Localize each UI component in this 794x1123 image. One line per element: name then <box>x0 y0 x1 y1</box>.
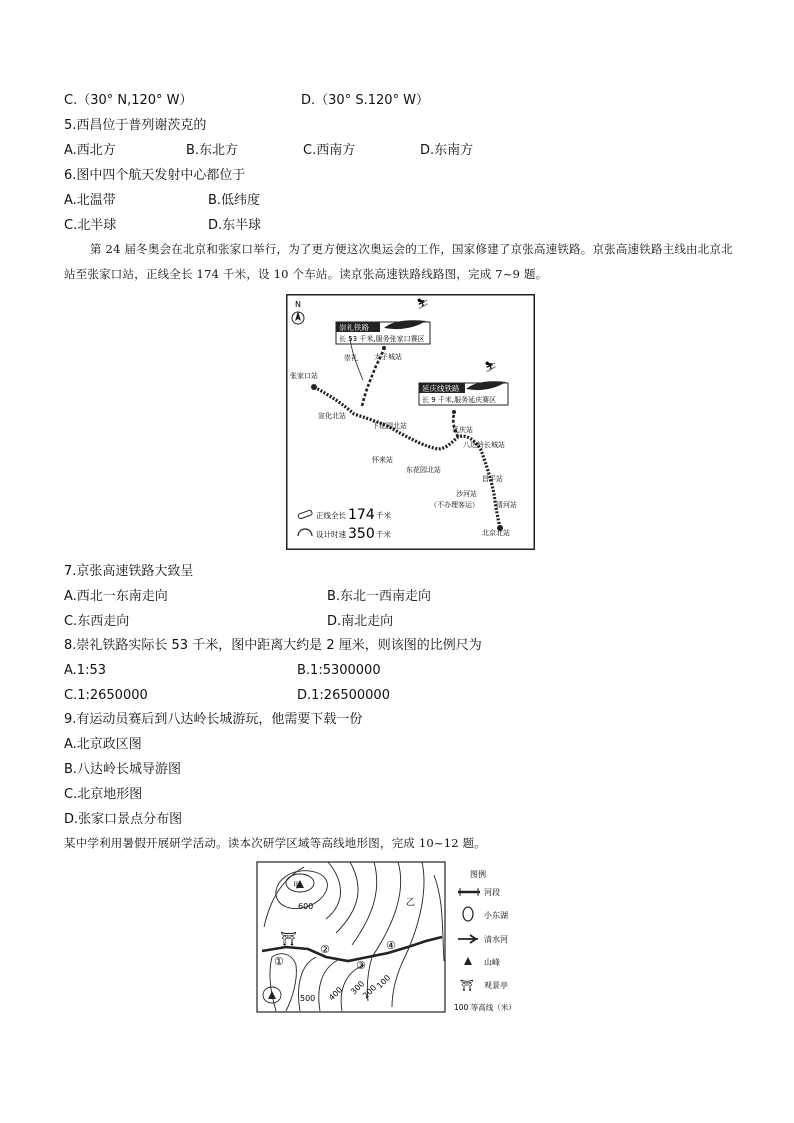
q9-option-c: C.北京地形图 <box>64 787 143 802</box>
q9-stem: 9.有运动员赛后到八达岭长城游玩，他需要下载一份 <box>64 712 363 727</box>
q7-stem: 7.京张高速铁路大致呈 <box>64 564 194 579</box>
label-yanqing: 延庆站 <box>452 426 473 434</box>
q8-option-a: A.1:53 <box>64 663 106 678</box>
label-yi: 乙 <box>406 898 416 908</box>
station-dot <box>452 410 456 414</box>
q9-option-a: A.北京政区图 <box>64 737 142 752</box>
q5-option-a: A.西北方 <box>64 143 116 158</box>
q7-option-c: C.东西走向 <box>64 614 130 629</box>
map2-legend <box>454 869 516 1012</box>
q5-option-c: C.西南方 <box>303 143 356 158</box>
q6-option-b: B.低纬度 <box>208 193 261 208</box>
label-donghuayuan: 东花园北站 <box>406 466 441 474</box>
contour-value: 400 <box>327 985 345 1003</box>
label-xiahuayuan: 下花园北站 <box>372 422 407 430</box>
station-dot <box>311 384 317 390</box>
svg-text:长 9 千米,服务延庆赛区: 长 9 千米,服务延庆赛区 <box>422 396 497 404</box>
q8-option-d: D.1:26500000 <box>297 688 390 703</box>
station-dot <box>382 346 386 350</box>
q5-option-b: B.东北方 <box>186 143 239 158</box>
svg-text:崇礼铁路: 崇礼铁路 <box>339 323 369 332</box>
svg-text:正线全长: 正线全长 <box>316 511 346 520</box>
svg-text:千米: 千米 <box>376 530 391 539</box>
label-changping: 昌平站 <box>482 475 503 483</box>
q8-stem: 8.崇礼铁路实际长 53 千米，图中距离大约是 2 厘米，则该图的比例尺为 <box>64 638 482 653</box>
pavilion-legend-icon: ⛩ <box>460 979 474 992</box>
q7-option-d: D.南北走向 <box>327 614 394 629</box>
svg-text:350: 350 <box>348 526 375 542</box>
svg-text:图例: 图例 <box>470 870 486 879</box>
svg-text:小东湖: 小东湖 <box>484 911 508 920</box>
q7-option-a: A.西北一东南走向 <box>64 589 168 604</box>
contour-value: 100 <box>375 973 393 991</box>
q8-option-c: C.1:2650000 <box>64 688 148 703</box>
svg-text:千米: 千米 <box>376 511 391 520</box>
q6-stem: 6.图中四个航天发射中心都位于 <box>64 168 246 183</box>
q4-option-c: C.（30° N,120° W） <box>64 93 193 108</box>
q4-option-d: D.（30° S.120° W） <box>301 93 430 108</box>
svg-text:河段: 河段 <box>484 888 500 897</box>
label-point-1: ① <box>274 955 284 968</box>
label-huailai: 怀来站 <box>372 456 393 464</box>
q5-stem: 5.西昌位于普列谢茨克的 <box>64 118 207 133</box>
label-beijingbei: 北京北站 <box>482 529 510 537</box>
label-xuanhua: 宣化北站 <box>318 412 346 420</box>
svg-text:N: N <box>295 300 301 309</box>
label-point-4: ④ <box>386 939 396 952</box>
label-jia: 甲 <box>293 881 301 890</box>
q6-option-a: A.北温带 <box>64 193 116 208</box>
q6-option-d: D.东半球 <box>208 218 262 233</box>
svg-text:设计时速: 设计时速 <box>316 530 346 539</box>
peak-legend-icon <box>464 957 472 965</box>
passage-railway: 第 24 届冬奥会在北京和张家口举行，为了更方便这次奥运会的工作，国家修建了京张高速铁路。京张高速铁路主线由北京北站至张家口站，正线全长 174 千米，设 10 个车站。读京张高速铁路线路图，完成 7~9 题。 <box>64 242 733 281</box>
stream-legend-icon <box>458 935 478 943</box>
label-point-3: ③ <box>356 959 366 972</box>
label-shahe-note: （不办理客运） <box>430 501 479 509</box>
label-badaling: 八达岭长城站 <box>463 441 505 449</box>
label-taizicheng: 太子城站 <box>374 353 402 361</box>
label-point-2: ② <box>320 943 330 956</box>
svg-text:观景亭: 观景亭 <box>484 981 508 990</box>
contour-value: 200 <box>361 983 379 1001</box>
label-qinghe: 清河站 <box>496 501 517 509</box>
label-shahe: 沙河站 <box>456 490 477 498</box>
q9-option-b: B.八达岭长城导游图 <box>64 762 182 777</box>
q5-option-d: D.东南方 <box>420 143 474 158</box>
contour-value: 600 <box>298 902 314 911</box>
contour-value: 300 <box>349 979 367 997</box>
svg-text:山峰: 山峰 <box>484 958 500 967</box>
q7-option-b: B.东北一西南走向 <box>327 589 432 604</box>
contour-value: 500 <box>300 994 316 1003</box>
q9-option-d: D.张家口景点分布图 <box>64 812 183 827</box>
railway-map <box>286 294 535 554</box>
skier-icon: ⛷ <box>484 362 497 373</box>
passage-contour: 某中学利用暑假开展研学活动。读本次研学区域等高线地形图，完成 10~12 题。 <box>64 836 487 850</box>
skier-icon: ⛷ <box>416 299 429 310</box>
q8-option-b: B.1:5300000 <box>297 663 381 678</box>
contour-map <box>256 861 546 1020</box>
svg-text:长 53 千米,服务张家口赛区: 长 53 千米,服务张家口赛区 <box>339 335 425 343</box>
q6-option-c: C.北半球 <box>64 218 117 233</box>
label-chongli: 崇礼 <box>344 354 358 362</box>
svg-text:延庆线铁路: 延庆线铁路 <box>422 384 460 393</box>
contour-legend-label: 100 等高线（米） <box>454 1003 516 1012</box>
svg-text:174: 174 <box>348 507 375 523</box>
label-zhangjiakou: 张家口站 <box>290 372 318 380</box>
lake-legend-icon <box>463 907 473 921</box>
svg-text:清水河: 清水河 <box>484 935 508 944</box>
pavilion-icon: ⛩ <box>280 932 297 947</box>
